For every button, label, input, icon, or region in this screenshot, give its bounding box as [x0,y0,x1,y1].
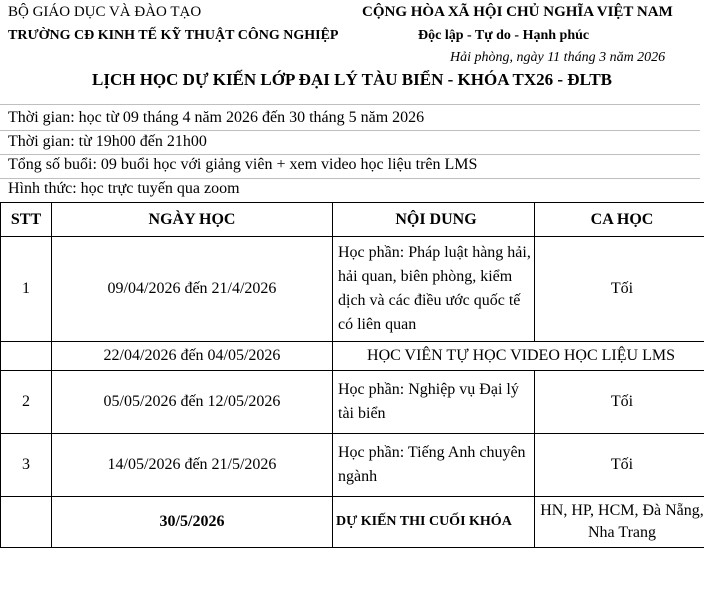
national-motto: Độc lập - Tự do - Hạnh phúc [418,28,590,43]
row-date: 05/05/2026 đến 12/05/2026 [52,371,333,434]
row-date: 09/04/2026 đến 21/4/2026 [52,237,333,342]
info-format: Hình thức: học trực tuyến qua zoom [8,180,240,197]
exam-content: DỰ KIẾN THI CUỐI KHÓA [333,497,535,548]
info-period: Thời gian: học từ 09 tháng 4 năm 2026 đến 30 tháng 5 năm 2026 [8,109,425,126]
header-shift: CA HỌC [535,203,704,237]
header-stt: STT [1,203,52,237]
row-stt: 3 [1,434,52,497]
table-header-row [1,203,704,237]
row-content: Học phần: Nghiệp vụ Đại lý tài biển [333,371,535,434]
ministry-name: BỘ GIÁO DỤC VÀ ĐÀO TẠO [8,4,202,20]
header-content: NỘI DUNG [333,203,535,237]
divider [0,130,700,131]
info-sessions: Tổng số buổi: 09 buổi học với giảng viên + xem video học liệu trên LMS [8,156,478,173]
row-shift: Tối [535,434,704,497]
row-content: Học phần: Tiếng Anh chuyên ngành [333,434,535,497]
divider [0,178,700,179]
row-shift: Tối [535,371,704,434]
republic-name: CỘNG HÒA XÃ HỘI CHỦ NGHĨA VIỆT NAM [362,4,673,20]
table-row [1,237,704,342]
row-date: 14/05/2026 đến 21/5/2026 [52,434,333,497]
schedule-table [0,202,704,548]
school-name: TRƯỜNG CĐ KINH TẾ KỸ THUẬT CÔNG NGHIỆP [8,28,339,43]
info-time: Thời gian: từ 19h00 đến 21h00 [8,133,207,150]
self-study-note: HỌC VIÊN TỰ HỌC VIDEO HỌC LIỆU LMS [333,342,704,371]
divider [0,104,700,105]
row-stt [1,497,52,548]
document-title: LỊCH HỌC DỰ KIẾN LỚP ĐẠI LÝ TÀU BIỂN - KHÓA TX26 - ĐLTB [91,70,612,89]
row-content: Học phần: Pháp luật hàng hải, hải quan, biên phòng, kiểm dịch và các điều ước quốc tế có liên quan [333,237,535,342]
exam-date: 30/5/2026 [52,497,333,548]
divider [0,154,700,155]
exam-locations: HN, HP, HCM, Đà Nẵng, Nha Trang [535,497,704,548]
row-stt: 2 [1,371,52,434]
row-stt [1,342,52,371]
table-row [1,434,704,497]
table-row [1,371,704,434]
table-row [1,342,704,371]
row-shift: Tối [535,237,704,342]
row-stt: 1 [1,237,52,342]
table-row [1,497,704,548]
row-date: 22/04/2026 đến 04/05/2026 [52,342,333,371]
header-date: NGÀY HỌC [52,203,333,237]
issue-date: Hải phòng, ngày 11 tháng 3 năm 2026 [450,50,666,65]
